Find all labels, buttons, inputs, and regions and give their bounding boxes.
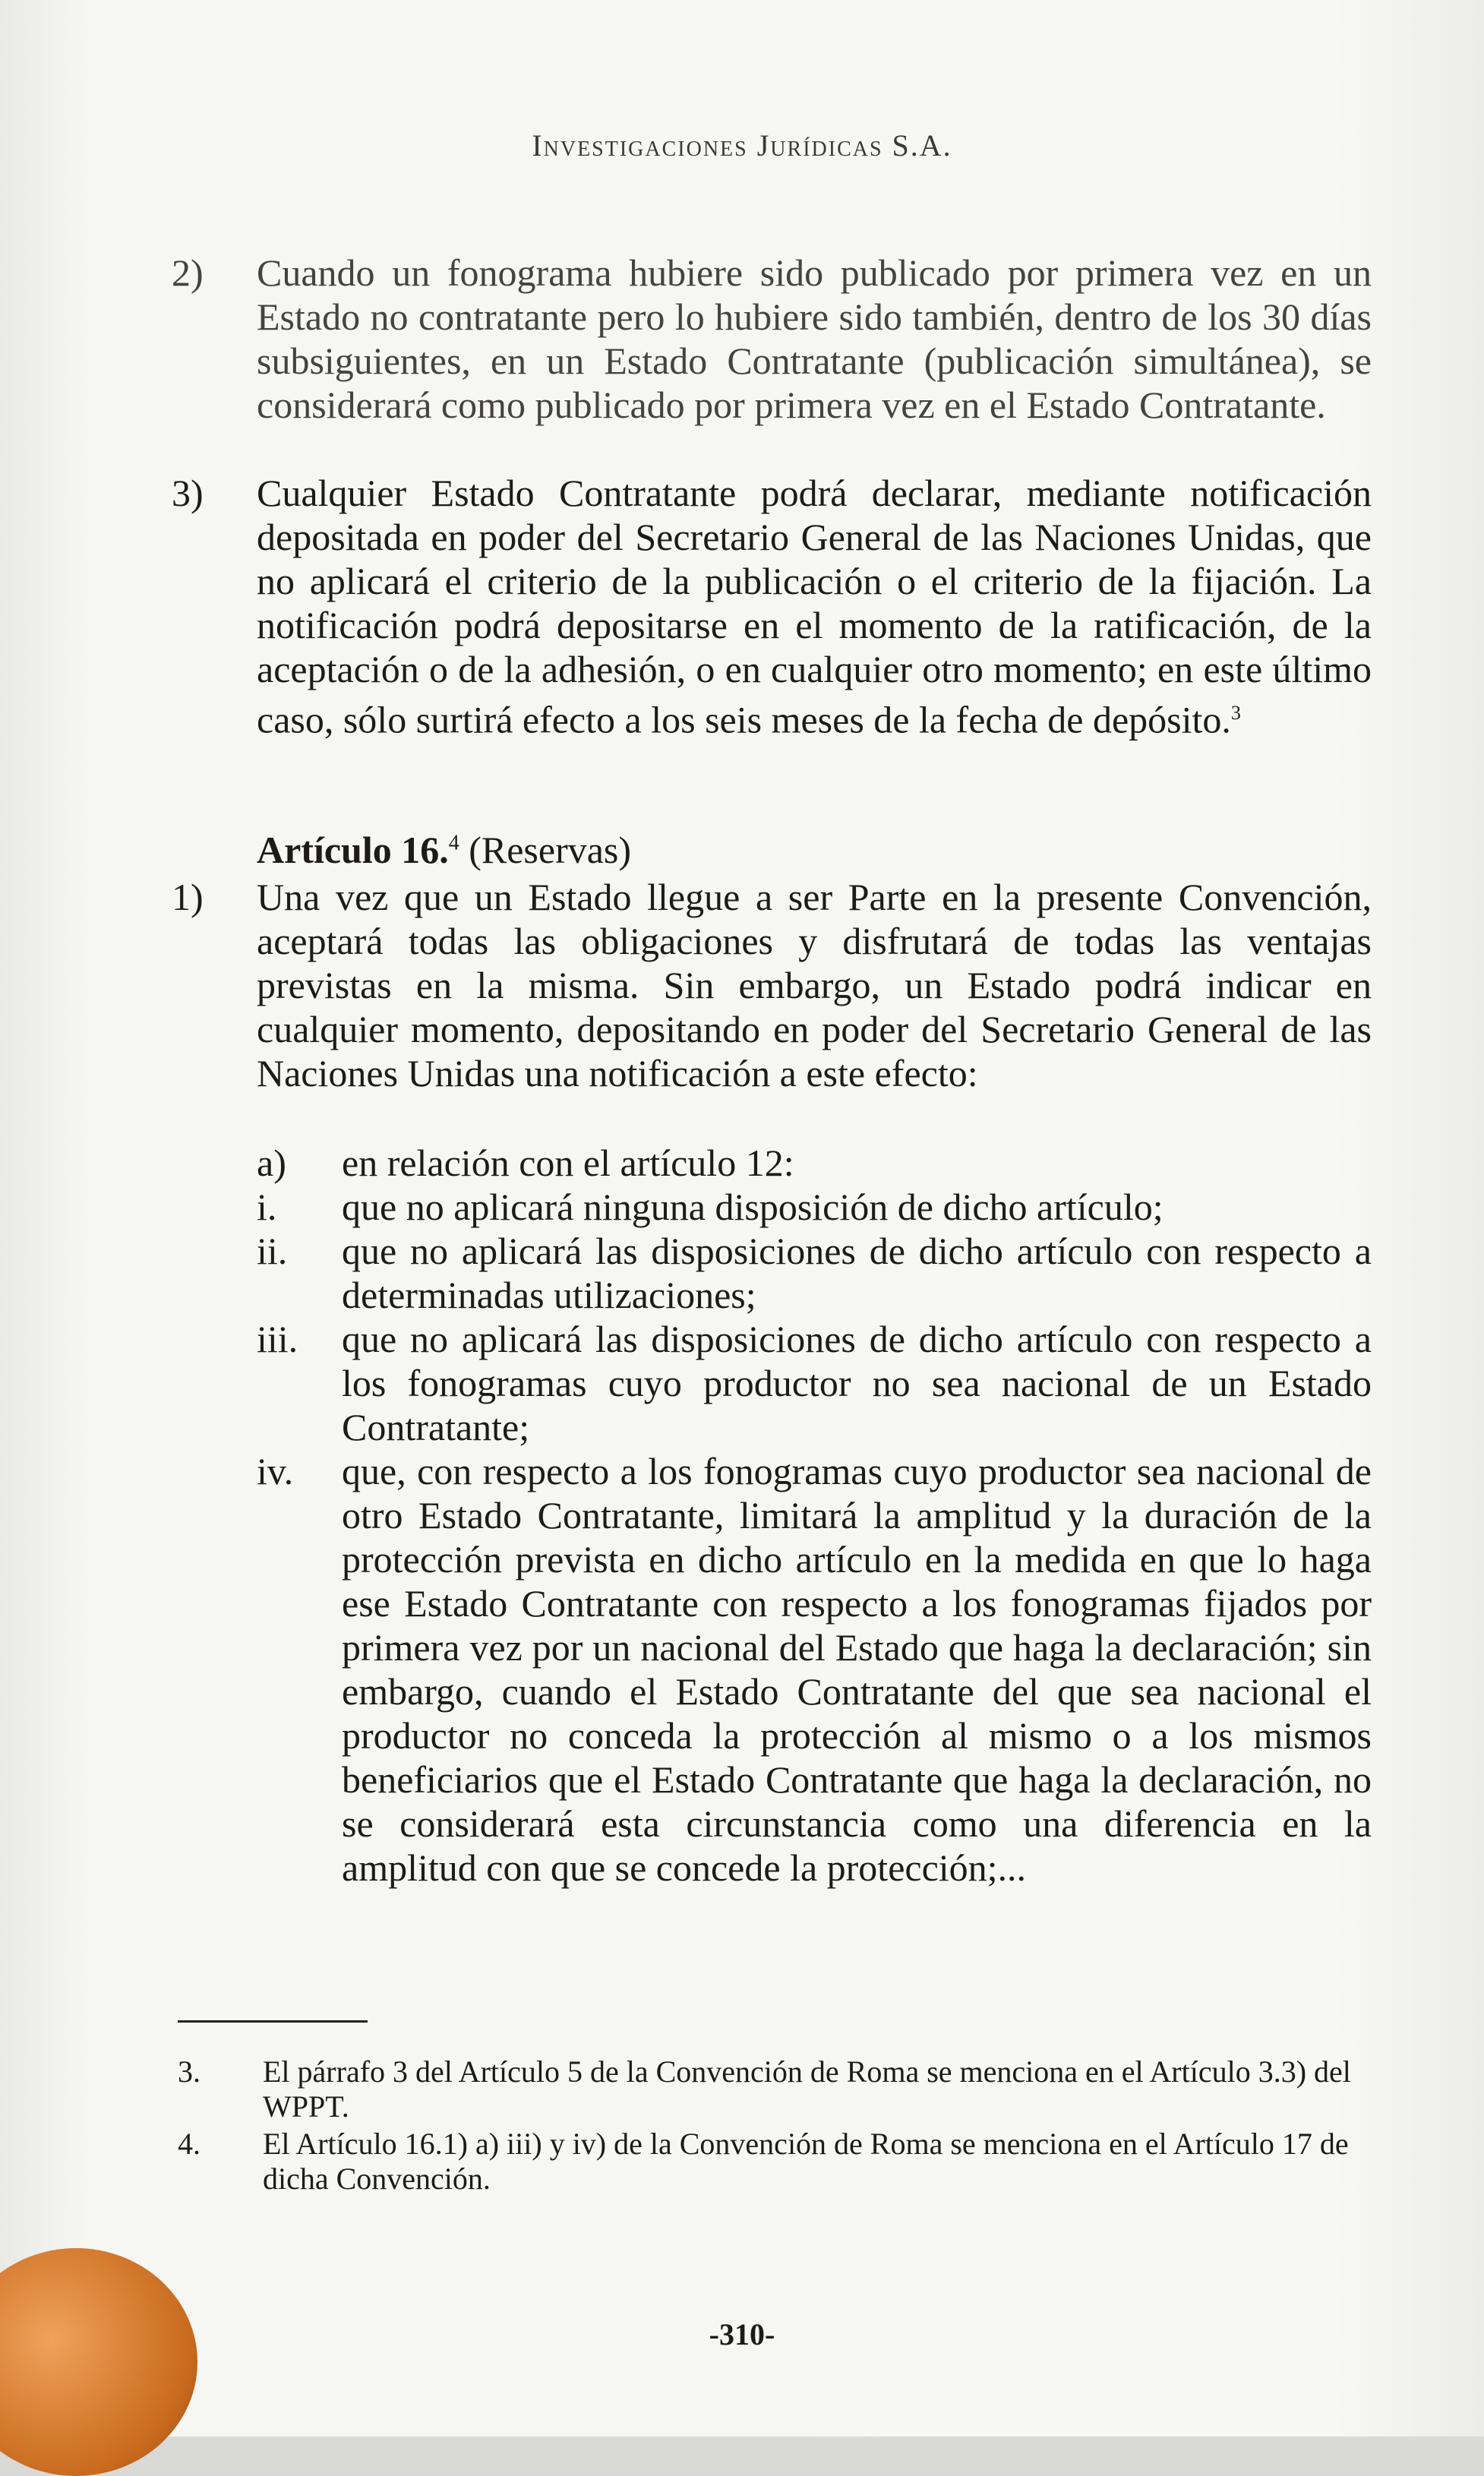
list-item bbox=[257, 1449, 1372, 1890]
article-heading: Artículo 16. bbox=[257, 829, 449, 871]
item-label: iv. bbox=[257, 1450, 294, 1492]
list-item bbox=[257, 1229, 1372, 1317]
article-subtitle: (Reservas) bbox=[469, 829, 632, 871]
item-label: ii. bbox=[257, 1230, 288, 1272]
item-text: que no aplicará las disposiciones de dicho artículo con respecto a determinadas utilizaciones; bbox=[342, 1230, 1372, 1316]
list-item bbox=[257, 1185, 1372, 1229]
paragraph-number: 3) bbox=[172, 472, 204, 514]
footnote-label: 4. bbox=[178, 2127, 200, 2161]
item-text: que no aplicará ninguna disposición de dicho artículo; bbox=[342, 1186, 1164, 1228]
article-title bbox=[257, 828, 631, 872]
list-item bbox=[257, 1141, 1372, 1185]
footnote-text: El párrafo 3 del Artículo 5 de la Convención de Roma se menciona en el Artículo 3.3) del WPPT. bbox=[263, 2054, 1351, 2124]
item-label: a) bbox=[257, 1142, 286, 1184]
footnote-text: El Artículo 16.1) a) iii) y iv) de la Convención de Roma se menciona en el Artículo 17 de dicha Convención. bbox=[263, 2127, 1349, 2196]
paragraph-number: 2) bbox=[172, 251, 204, 294]
footnote-ref: 4 bbox=[448, 831, 459, 855]
paragraph-text: Cualquier Estado Contratante podrá declarar, mediante notificación depositada en poder del Secretario General de las Naciones Unidas, que no aplicará el criterio de la publicación o el criterio de la fijación. La notificación podrá depositarse en el momento de la ratificación, de la aceptación o de la adhesión, o en cualquier otro momento; en este último caso, sólo surtirá efecto a los seis meses de la fecha de depósito. bbox=[257, 472, 1372, 741]
page-number: -310- bbox=[709, 2317, 775, 2351]
item-text: que, con respecto a los fonogramas cuyo productor sea nacional de otro Estado Contratante, limitará la amplitud y la duración de la protección prevista en dicho artículo en la medida en que lo haga ese Estado Contratante con respecto a los fonogramas fijados por primera vez por un nacional del Estado que haga la declaración; sin embargo, cuando el Estado Contratante del que sea nacional el productor no conceda la protección al mismo o a los mismos beneficiarios que el Estado Contratante que haga la declaración, no se considerará esta circunstancia como una diferencia en la amplitud con que se concede la protección;... bbox=[342, 1450, 1372, 1889]
footnote bbox=[178, 2127, 1372, 2197]
article-paragraph-1 bbox=[172, 875, 1372, 1095]
item-label: i. bbox=[257, 1186, 277, 1228]
finger-thumb bbox=[0, 2248, 197, 2476]
paragraph-3 bbox=[172, 471, 1372, 742]
paragraph-text: Cuando un fonograma hubiere sido publicado por primera vez en un Estado no contratante pero lo hubiere sido también, dentro de los 30 días subsiguientes, en un Estado Contratante (publicación simultánea), se considerará como publicado por primera vez en el Estado Contratante. bbox=[257, 251, 1372, 426]
paragraph-number: 1) bbox=[172, 876, 204, 918]
paragraph-text: Una vez que un Estado llegue a ser Parte en la presente Convención, aceptará todas las obligaciones y disfrutará de todas las ventajas previstas en la misma. Sin embargo, un Estado podrá indicar en cualquier momento, depositando en poder del Secretario General de las Naciones Unidas una notificación a este efecto: bbox=[257, 876, 1372, 1094]
paragraph-2 bbox=[172, 251, 1372, 427]
item-text: en relación con el artículo 12: bbox=[342, 1142, 794, 1184]
footnote-ref: 3 bbox=[1230, 702, 1241, 724]
item-label: iii. bbox=[257, 1318, 298, 1360]
item-text: que no aplicará las disposiciones de dicho artículo con respecto a los fonogramas cuyo productor no sea nacional de un Estado Contratante; bbox=[342, 1318, 1372, 1448]
footnote-label: 3. bbox=[178, 2054, 200, 2089]
list-item bbox=[257, 1317, 1372, 1449]
running-header: Investigaciones Jurídicas S.A. bbox=[532, 128, 952, 163]
footnote-divider bbox=[178, 2020, 368, 2023]
footnote bbox=[178, 2054, 1372, 2124]
